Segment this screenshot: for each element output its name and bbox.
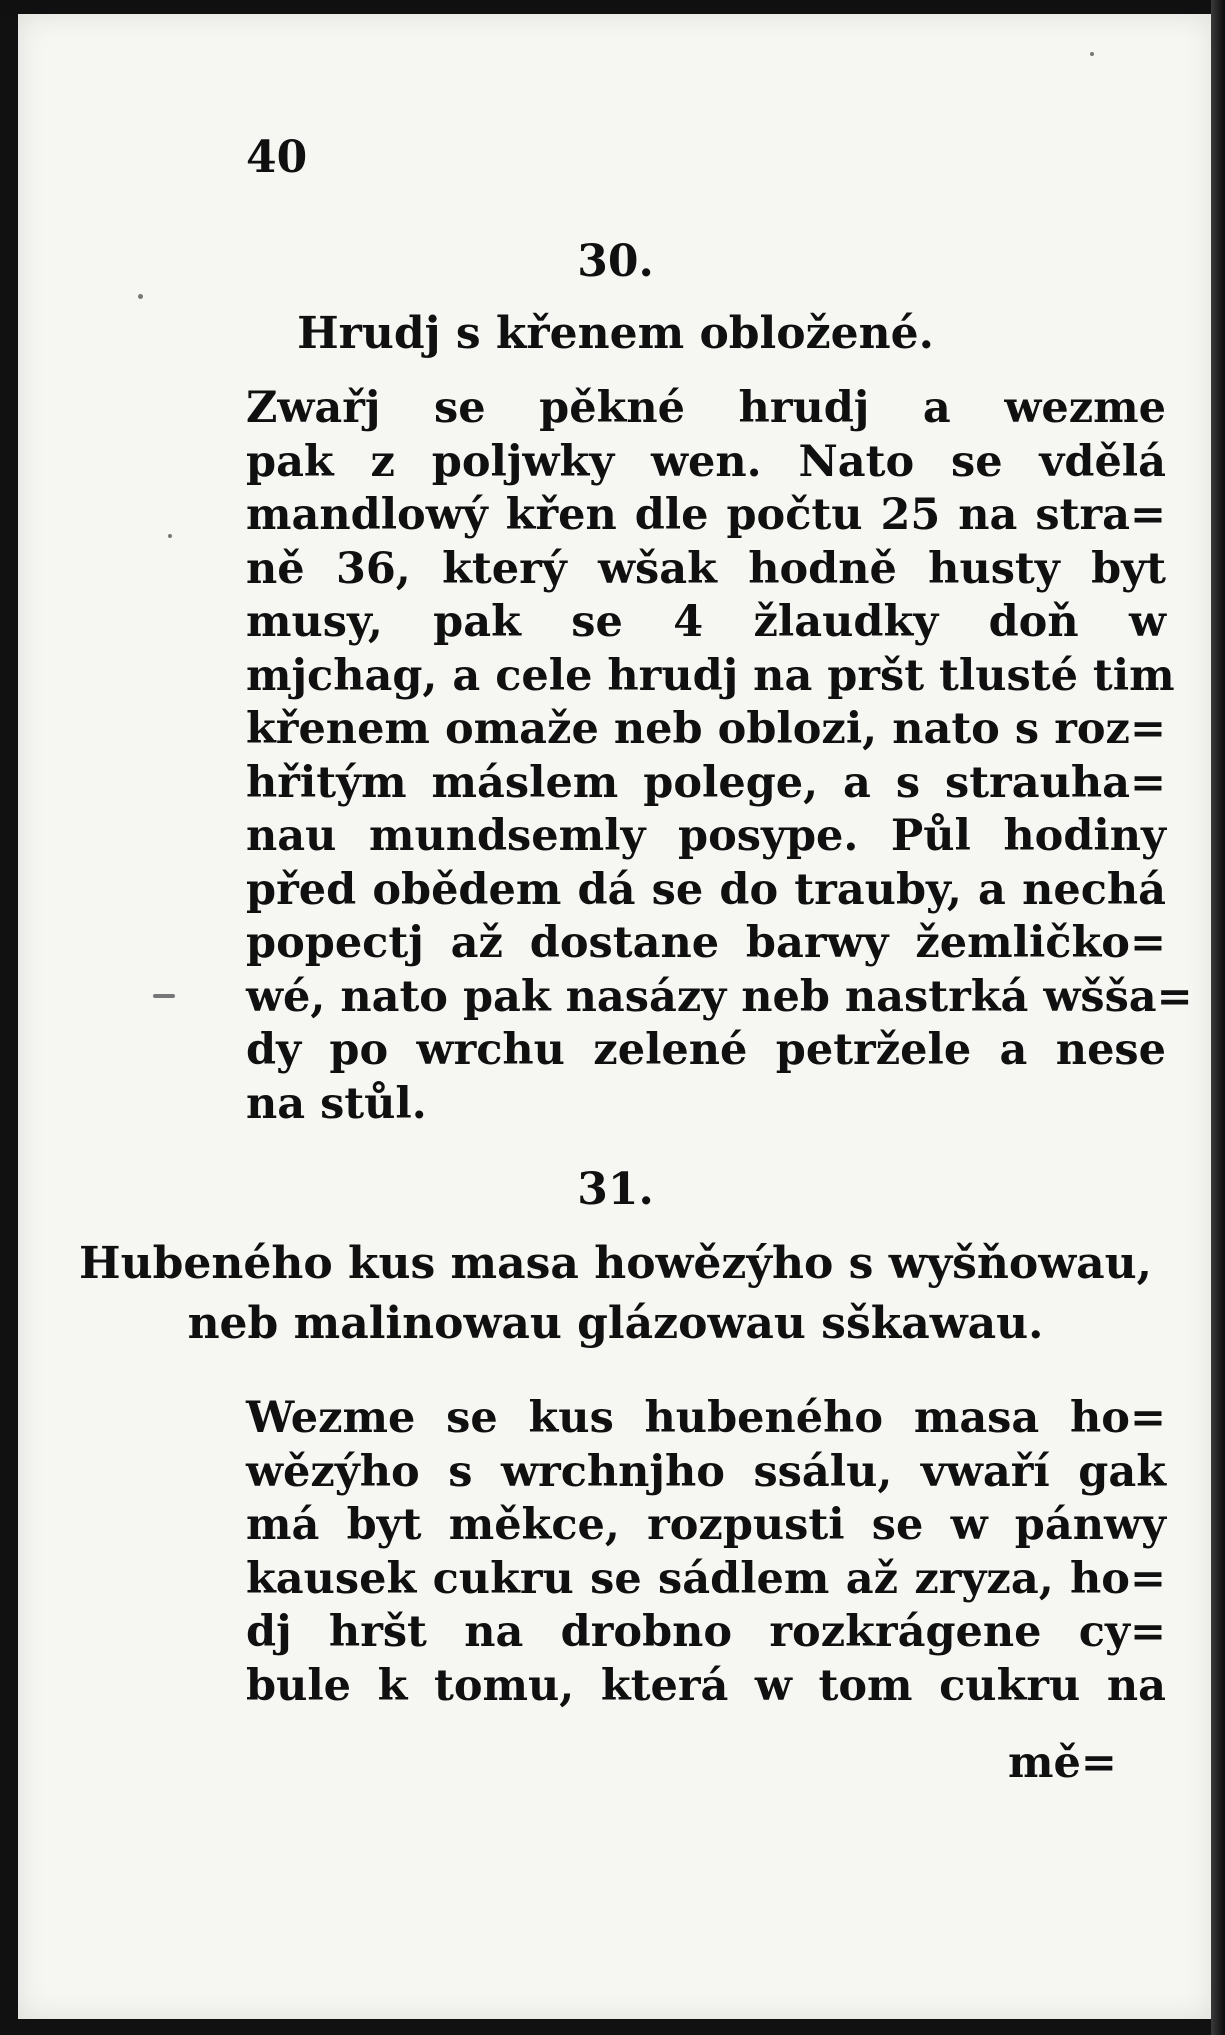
recipe-title-31-line: neb malinowau glázowau sškawau.	[187, 1298, 1044, 1349]
text-line: mjchag, a cele hrudj na pršt tlusté tim	[246, 650, 1175, 701]
text-line: má byt měkce, rozpusti se w pánwy	[246, 1500, 1166, 1550]
text-line: Wezme se kus hubeného masa ho=	[246, 1393, 1166, 1443]
paper-speck	[153, 994, 175, 998]
text-line: Zwařj se pěkné hrudj a wezme	[246, 383, 1166, 433]
page-number: 40	[246, 132, 308, 183]
scan-border-top	[0, 0, 1225, 14]
book-page	[18, 14, 1213, 2019]
text-line: na stůl.	[246, 1078, 427, 1129]
text-line: křenem omaže neb oblozi, nato s roz=	[246, 704, 1166, 754]
recipe-title-31	[18, 1234, 1213, 1354]
text-line: mandlowý křen dle počtu 25 na stra=	[246, 490, 1166, 540]
recipe-title-30: Hrudj s křenem obložené.	[297, 308, 934, 359]
text-line: musy, pak se 4 žlaudky doň w	[246, 597, 1166, 647]
text-line: wězýho s wrchnjho ssálu, vwaří gak	[246, 1446, 1166, 1497]
paper-speck	[168, 534, 172, 538]
scan-border-right	[1211, 0, 1225, 2035]
paper-speck	[1090, 52, 1094, 56]
recipe-30-text	[246, 382, 1193, 1131]
text-line: kausek cukru se sádlem až zryza, ho=	[246, 1553, 1166, 1604]
recipe-31-text	[246, 1392, 1166, 1713]
text-line: pak z poljwky wen. Nato se vdělá	[246, 436, 1166, 487]
text-line: bule k tomu, která w tom cukru na	[246, 1660, 1166, 1711]
text-line: před obědem dá se do trauby, a nechá	[246, 864, 1166, 915]
text-line: wé, nato pak nasázy neb nastrká wšša=	[246, 971, 1193, 1022]
text-line: hřitým máslem polege, a s strauha=	[246, 757, 1166, 808]
paper-speck	[138, 294, 143, 299]
recipe-title-31-line: Hubeného kus masa howězýho s wyšňowau,	[79, 1238, 1152, 1289]
recipe-number-30: 30.	[577, 236, 654, 287]
recipe-number-31: 31.	[577, 1164, 654, 1215]
text-line: nau mundsemly posype. Půl hodiny	[246, 811, 1166, 861]
catchword: mě=	[1008, 1738, 1117, 1788]
text-line: ně 36, který wšak hodně husty byt	[246, 543, 1166, 594]
text-line: dj hršt na drobno rozkrágene cy=	[246, 1607, 1166, 1657]
text-line: dy po wrchu zelené petržele a nese	[246, 1025, 1166, 1075]
text-line: popectj až dostane barwy žemličko=	[246, 918, 1166, 968]
